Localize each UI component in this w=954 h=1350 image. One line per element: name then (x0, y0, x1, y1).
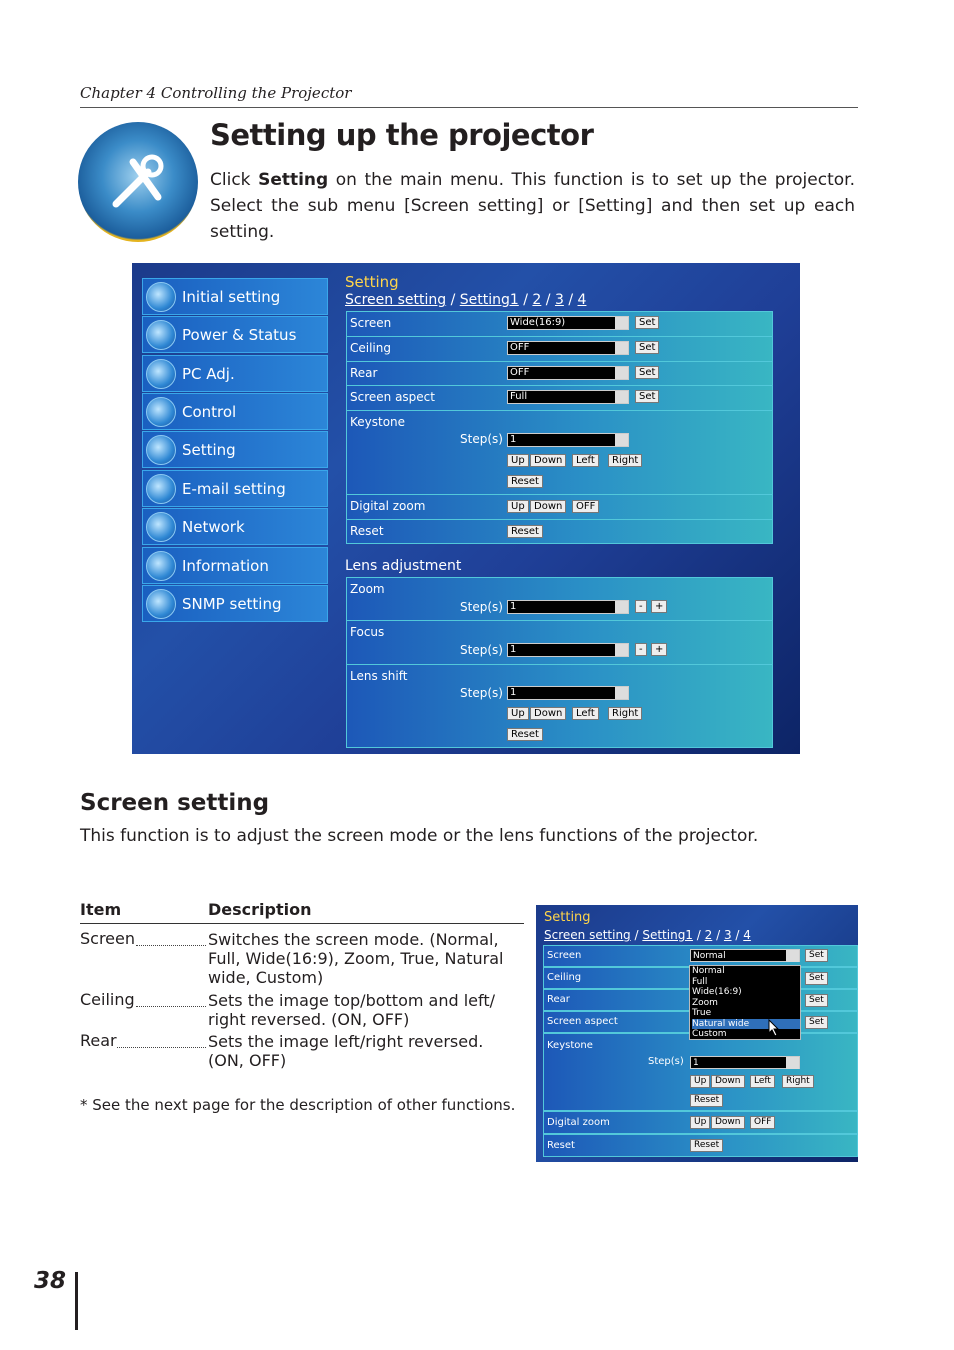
item-rear: Rear (80, 1031, 117, 1050)
screen-select[interactable]: Wide(16:9) (507, 316, 629, 330)
menu-email-setting[interactable]: E-mail setting (142, 470, 328, 507)
menu-information[interactable]: Information (142, 547, 328, 584)
dz-up-button-2[interactable]: Up (690, 1116, 710, 1129)
sub-navigation-2: Screen setting / Setting1 / 2 / 3 / 4 (544, 928, 751, 942)
rear-select[interactable]: OFF (507, 366, 629, 380)
focus-minus-button[interactable]: - (635, 643, 647, 656)
screen-setting-panel (346, 311, 773, 544)
network-icon (146, 512, 176, 542)
dz-off-button-2[interactable]: OFF (750, 1116, 775, 1129)
information-icon (146, 551, 176, 581)
section-title: Setting (345, 273, 399, 291)
zoom-plus-button[interactable]: + (651, 600, 667, 613)
ceiling-row-2: Ceiling Set (543, 967, 858, 989)
screen-aspect-row: Screen aspect Full Set (347, 386, 772, 411)
sub-navigation: Screen setting / Setting1 / 2 / 3 / 4 (345, 292, 587, 308)
keystone-up-button[interactable]: Up (507, 454, 529, 467)
mouse-cursor-icon (768, 1019, 780, 1037)
lens-shift-row: Lens shift Step(s) 1 Up Down Left Right Reset (347, 665, 772, 749)
initial-setting-icon (146, 282, 176, 312)
dropdown-option[interactable]: Normal (692, 966, 725, 976)
rear-row: Rear OFF Set (347, 362, 772, 386)
snmp-icon (146, 589, 176, 619)
rear-set-button[interactable]: Set (635, 366, 659, 379)
screen-aspect-select[interactable]: Full (507, 390, 629, 404)
screen-dropdown-screenshot (536, 905, 858, 1162)
menu-power-status[interactable]: Power & Status (142, 316, 328, 353)
dropdown-option[interactable]: Wide(16:9) (692, 987, 742, 997)
lens-shift-right-button[interactable]: Right (608, 707, 642, 720)
screen-set-button-2[interactable]: Set (805, 949, 828, 962)
menu-network[interactable]: Network (142, 508, 328, 545)
page-4-link-2[interactable]: 4 (743, 928, 751, 942)
tools-icon (78, 122, 198, 242)
rear-set-button-2[interactable]: Set (805, 994, 828, 1007)
lens-shift-down-button[interactable]: Down (530, 707, 566, 720)
keystone-row-2: Keystone Step(s) 1 Up Down Left Right Reset (543, 1033, 858, 1111)
screen-select-2[interactable]: Normal (690, 949, 800, 962)
lens-panel (346, 577, 773, 748)
leader-dots (136, 1006, 206, 1007)
keystone-up-button-2[interactable]: Up (690, 1075, 710, 1088)
digital-zoom-row: Digital zoom Up Down OFF (347, 495, 772, 520)
reset-button[interactable]: Reset (507, 525, 543, 538)
menu-initial-setting[interactable]: Initial setting (142, 278, 328, 315)
dz-down-button[interactable]: Down (530, 500, 566, 513)
lens-shift-left-button[interactable]: Left (572, 707, 599, 720)
ceiling-select[interactable]: OFF (507, 341, 629, 355)
ceiling-set-button[interactable]: Set (635, 341, 659, 354)
section-heading: Screen setting (80, 790, 270, 816)
dropdown-option-highlighted[interactable]: Natural wide (692, 1019, 800, 1030)
page-title: Setting up the projector (210, 118, 594, 152)
chapter-header: Chapter 4 Controlling the Projector (80, 84, 352, 102)
reset-button-2[interactable]: Reset (690, 1139, 723, 1152)
lens-shift-step-select[interactable]: 1 (507, 686, 629, 700)
keystone-reset-button-2[interactable]: Reset (690, 1094, 723, 1107)
settings-screenshot (132, 263, 800, 754)
dz-up-button[interactable]: Up (507, 500, 529, 513)
ceiling-row: Ceiling OFF Set (347, 337, 772, 362)
table-rule (80, 923, 524, 924)
setting1-link-2[interactable]: Setting1 (642, 928, 693, 942)
focus-step-select[interactable]: 1 (507, 643, 629, 657)
section-description: This function is to adjust the screen mode or the lens functions of the projector. (80, 826, 759, 846)
dz-off-button[interactable]: OFF (572, 500, 599, 513)
keystone-step-select-2[interactable]: 1 (690, 1056, 800, 1069)
pc-icon (146, 359, 176, 389)
page-4-link[interactable]: 4 (577, 292, 587, 308)
desc-rear: Sets the image left/right reversed. (ON, OFF) (208, 1032, 484, 1070)
keystone-right-button-2[interactable]: Right (782, 1075, 814, 1088)
page-number: 38 (34, 1268, 67, 1294)
item-screen: Screen (80, 929, 136, 948)
desc-ceiling: Sets the image top/bottom and left/ right reversed. (ON, OFF) (208, 991, 496, 1029)
screen-row: Screen Wide(16:9) Set (347, 312, 772, 337)
keystone-down-button-2[interactable]: Down (711, 1075, 745, 1088)
menu-setting[interactable]: Setting (142, 431, 328, 468)
screen-set-button[interactable]: Set (635, 316, 659, 329)
screen-aspect-row-2: Screen aspect Set (543, 1011, 858, 1033)
menu-pc-adj[interactable]: PC Adj. (142, 355, 328, 392)
page-2-link-2[interactable]: 2 (704, 928, 713, 942)
zoom-minus-button[interactable]: - (635, 600, 647, 613)
col-description-header: Description (208, 900, 312, 919)
reset-row: Reset Reset (347, 520, 772, 544)
dropdown-option[interactable]: True (692, 1008, 712, 1018)
header-rule (80, 107, 858, 108)
screen-aspect-set-button-2[interactable]: Set (805, 1016, 828, 1029)
footnote: * See the next page for the description of other functions. (80, 1096, 516, 1114)
power-icon (146, 320, 176, 350)
page-number-bar (75, 1272, 78, 1330)
keystone-row: Keystone Step(s) 1 Up Down Left Right Reset (347, 411, 772, 495)
section-title-2: Setting (544, 910, 591, 925)
keystone-left-button[interactable]: Left (572, 454, 599, 467)
reset-row-2: Reset Reset (543, 1134, 858, 1157)
setting-icon (146, 435, 176, 465)
control-icon (146, 397, 176, 427)
intro-paragraph: Click Setting on the main menu. This function is to set up the projector. Select the sub menu [Screen setting] or [Setting] and then set up each setting. (210, 170, 855, 242)
leader-dots (117, 1047, 206, 1048)
item-ceiling: Ceiling (80, 990, 135, 1009)
col-item-header: Item (80, 900, 122, 919)
dropdown-option[interactable]: Custom (692, 1029, 727, 1039)
screen-mode-dropdown[interactable] (689, 965, 801, 1040)
desc-screen: Switches the screen mode. (Normal, Full, Wide(16:9), Zoom, True, Natural wide, Custom) (208, 930, 504, 987)
leader-dots (136, 945, 206, 946)
screen-aspect-set-button[interactable]: Set (635, 390, 659, 403)
zoom-row: Zoom Step(s) 1 - + (347, 578, 772, 621)
keystone-right-button[interactable]: Right (608, 454, 642, 467)
dz-down-button-2[interactable]: Down (711, 1116, 745, 1129)
lens-shift-reset-button[interactable]: Reset (507, 728, 543, 741)
page-2-link[interactable]: 2 (532, 292, 542, 308)
page-3-link-2[interactable]: 3 (723, 928, 732, 942)
screen-setting-link-2[interactable]: Screen setting (544, 928, 631, 942)
ceiling-set-button-2[interactable]: Set (805, 972, 828, 985)
lens-shift-up-button[interactable]: Up (507, 707, 529, 720)
rear-row-2: Rear Set (543, 989, 858, 1011)
screen-setting-link[interactable]: Screen setting (345, 292, 447, 308)
keystone-left-button-2[interactable]: Left (750, 1075, 775, 1088)
page-3-link[interactable]: 3 (554, 292, 564, 308)
focus-row: Focus Step(s) 1 - + (347, 621, 772, 665)
digital-zoom-row-2: Digital zoom Up Down OFF (543, 1111, 858, 1134)
keystone-reset-button[interactable]: Reset (507, 475, 543, 488)
dropdown-option[interactable]: Full (692, 976, 708, 987)
menu-snmp-setting[interactable]: SNMP setting (142, 585, 328, 622)
focus-plus-button[interactable]: + (651, 643, 667, 656)
screen-row-2: Screen Normal Set (543, 945, 858, 967)
menu-control[interactable]: Control (142, 393, 328, 430)
email-icon (146, 474, 176, 504)
lens-adjustment-title: Lens adjustment (345, 558, 462, 574)
setting1-link[interactable]: Setting1 (459, 292, 519, 308)
keystone-down-button[interactable]: Down (530, 454, 566, 467)
zoom-step-select[interactable]: 1 (507, 600, 629, 614)
keystone-step-select[interactable]: 1 (507, 433, 629, 447)
dropdown-option[interactable]: Zoom (692, 997, 718, 1008)
